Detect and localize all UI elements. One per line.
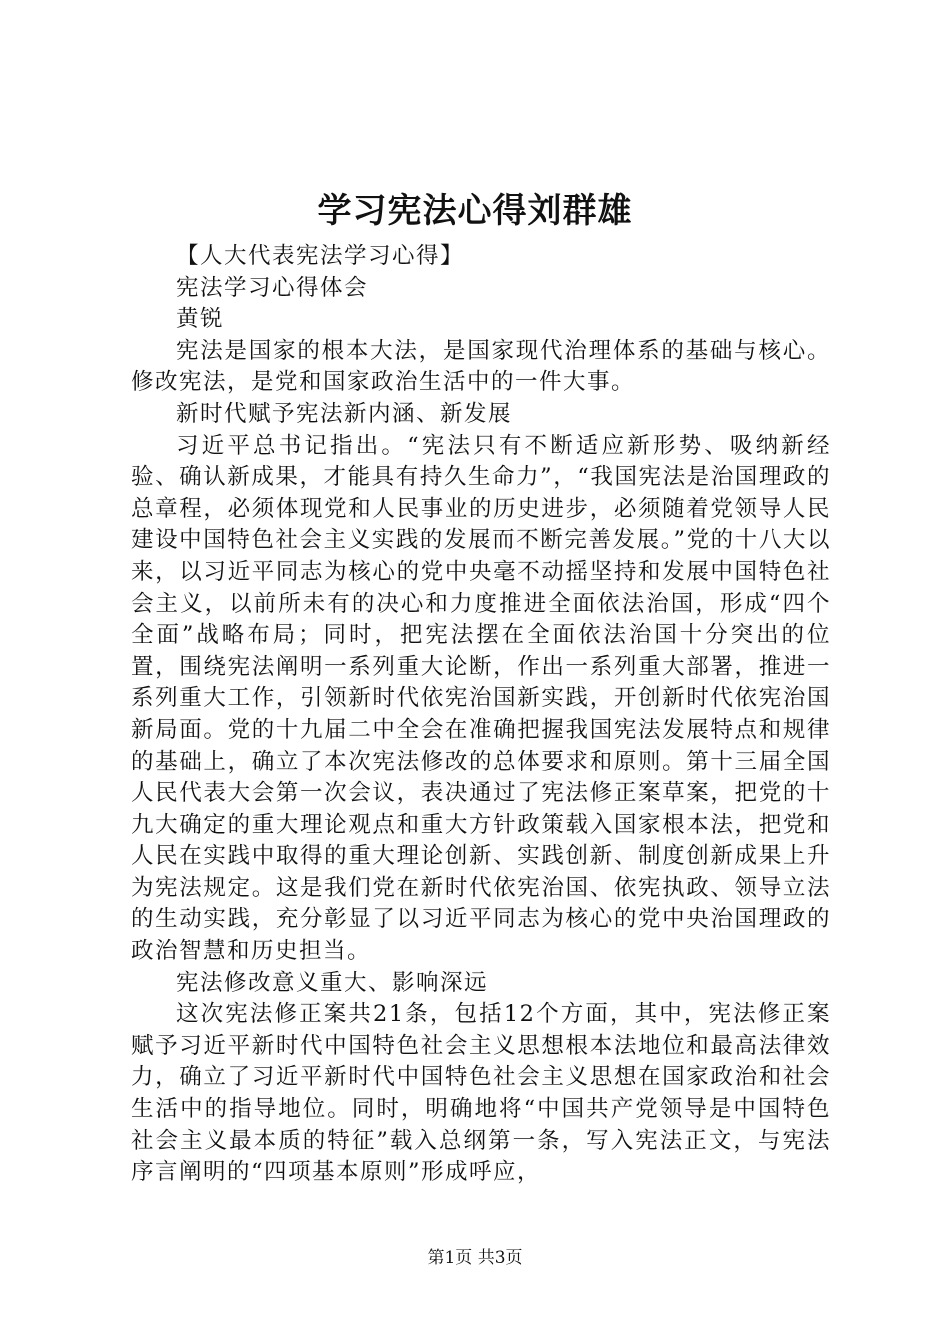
paragraph-body-new-era: 习近平总书记指出。“宪法只有不断适应新形势、吸纳新经验、确认新成果，才能具有持久生命力”，“我国宪法是治国理政的总章程，必须体现党和人民事业的历史进步，必须随着党领导人民建设中国特色社会主义实践的发展而不断完善发展。”党的十八大以来，以习近平同志为核心的党中央毫不动摇坚持和发展中国特色社会主义，以前所未有的决心和力度推进全面依法治国，形成“四个全面”战略布局；同时，把宪法摆在全面依法治国十分突出的位置，围绕宪法阐明一系列重大论断，作出一系列重大部署，推进一系列重大工作，引领新时代依宪治国新实践，开创新时代依宪治国新局面。党的十九届二中全会在准确把握我国宪法发展特点和规律的基础上，确立了本次宪法修改的总体要求和原则。第十三届全国人民代表大会第一次会议，表决通过了宪法修正案草案，把党的十九大确定的重大理论观点和重大方针政策载入国家根本法，把党和人民在实践中取得的重大理论创新、实践创新、制度创新成果上升为宪法规定。这是我们党在新时代依宪治国、依宪执政、领导立法的生动实践，充分彰显了以习近平同志为核心的党中央治国理政的政治智慧和历史担当。 xyxy=(131,432,831,965)
document-title: 学习宪法心得刘群雄 xyxy=(317,191,633,231)
paragraph-heading-significance: 宪法修改意义重大、影响深远 xyxy=(176,969,489,996)
paragraph-subtitle: 宪法学习心得体会 xyxy=(176,274,369,301)
paragraph-section-heading: 【人大代表宪法学习心得】 xyxy=(176,243,465,269)
paragraph-heading-new-era: 新时代赋予宪法新内涵、新发展 xyxy=(176,400,513,427)
paragraph-author: 黄锐 xyxy=(176,306,225,333)
page-number-footer: 第1页 共3页 xyxy=(427,1248,523,1268)
paragraph-intro: 宪法是国家的根本大法，是国家现代治理体系的基础与核心。修改宪法，是党和国家政治生活中的一件大事。 xyxy=(131,337,831,396)
document-body xyxy=(131,241,831,1189)
paragraph-body-significance: 这次宪法修正案共21条，包括12个方面，其中，宪法修正案赋予习近平新时代中国特色社会主义思想根本法地位和最高法律效力，确立了习近平新时代中国特色社会主义思想在国家政治和社会生活中的指导地位。同时，明确地将“中国共产党领导是中国特色社会主义最本质的特征”载入总纲第一条，写入宪法正文，与宪法序言阐明的“四项基本原则”形成呼应， xyxy=(131,1001,831,1186)
